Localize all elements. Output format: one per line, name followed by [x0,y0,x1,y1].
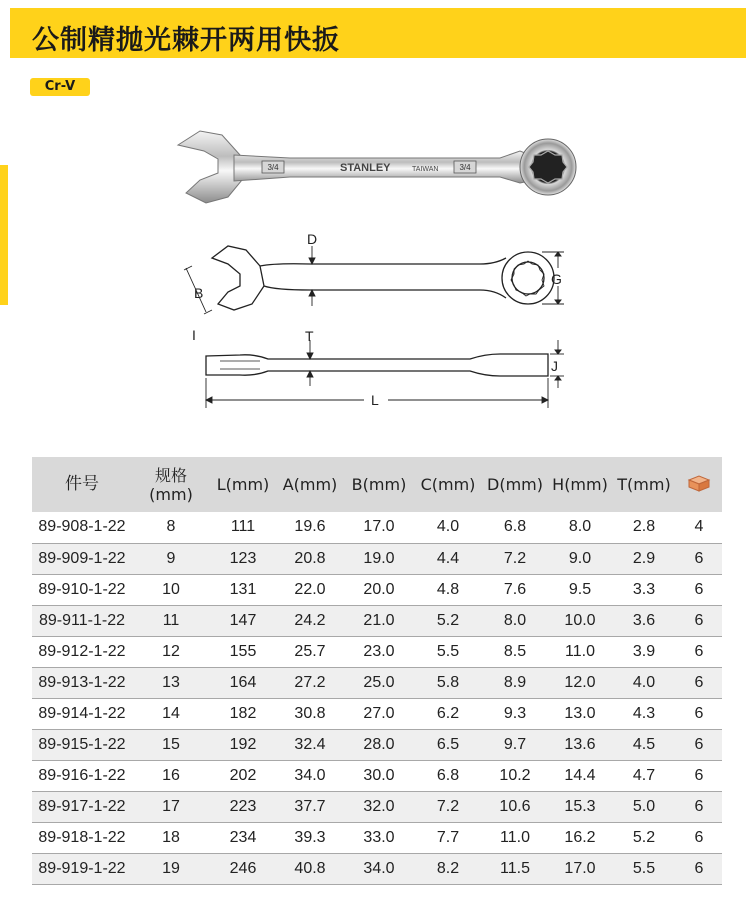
table-cell: 6 [676,729,722,760]
table-cell: 3.6 [612,605,676,636]
column-header [32,457,132,512]
material-badge: Cr-V [30,78,90,96]
table-cell: 8.0 [482,605,548,636]
table-cell: 9 [132,543,210,574]
photo-size-mark-right: 3/4 [459,163,471,172]
table-row [32,512,722,543]
table-cell: 11.5 [482,853,548,884]
table-cell: 9.5 [548,574,612,605]
column-header [344,457,414,512]
column-header [676,457,722,512]
table-cell: 25.7 [276,636,344,667]
table-cell: 40.8 [276,853,344,884]
column-header-label: H(mm) [552,475,608,494]
table-cell: 8.5 [482,636,548,667]
table-cell: 155 [210,636,276,667]
table-cell: 12 [132,636,210,667]
table-cell: 27.0 [344,698,414,729]
table-cell: 10.6 [482,791,548,822]
table-cell: 5.2 [414,605,482,636]
table-cell: 202 [210,760,276,791]
column-header-label: 件号 [65,474,99,494]
part-number-cell: 89-915-1-22 [32,729,132,760]
part-number-cell: 89-917-1-22 [32,791,132,822]
table-cell: 6 [676,698,722,729]
column-header-unit: (mm) [149,484,193,504]
diagram-label-g: G [551,271,562,287]
table-cell: 19 [132,853,210,884]
part-number-cell: 89-913-1-22 [32,667,132,698]
table-cell: 6 [676,605,722,636]
table-cell: 234 [210,822,276,853]
diagram-label-d: D [307,231,318,247]
table-cell: 10.2 [482,760,548,791]
table-cell: 4.4 [414,543,482,574]
table-cell: 16 [132,760,210,791]
column-header-label: D(mm) [487,475,543,494]
table-cell: 32.0 [344,791,414,822]
table-cell: 2.9 [612,543,676,574]
table-cell: 4.0 [414,512,482,543]
table-cell: 19.0 [344,543,414,574]
table-cell: 20.8 [276,543,344,574]
table-cell: 5.0 [612,791,676,822]
table-cell: 246 [210,853,276,884]
table-cell: 18 [132,822,210,853]
table-cell: 28.0 [344,729,414,760]
table-cell: 5.2 [612,822,676,853]
table-cell: 6 [676,543,722,574]
table-cell: 8 [132,512,210,543]
table-row [32,822,722,853]
table-header-row [32,457,722,512]
part-number-cell: 89-912-1-22 [32,636,132,667]
table-cell: 27.2 [276,667,344,698]
table-cell: 7.2 [482,543,548,574]
table-cell: 15.3 [548,791,612,822]
table-cell: 6.2 [414,698,482,729]
table-cell: 6 [676,853,722,884]
column-header-label: L(mm) [216,475,270,494]
table-cell: 6.5 [414,729,482,760]
table-body [32,512,722,884]
column-header-label: C(mm) [420,475,476,494]
table-cell: 6 [676,822,722,853]
table-cell: 20.0 [344,574,414,605]
column-header [548,457,612,512]
table-cell: 34.0 [276,760,344,791]
column-header [482,457,548,512]
table-row [32,574,722,605]
table-cell: 6.8 [482,512,548,543]
table-cell: 147 [210,605,276,636]
table-cell: 30.8 [276,698,344,729]
part-number-cell: 89-909-1-22 [32,543,132,574]
table-cell: 9.3 [482,698,548,729]
column-header-label: T(mm) [617,475,671,494]
table-cell: 182 [210,698,276,729]
table-cell: 10.0 [548,605,612,636]
table-cell: 4 [676,512,722,543]
table-row [32,543,722,574]
table-cell: 8.9 [482,667,548,698]
part-number-cell: 89-916-1-22 [32,760,132,791]
table-cell: 11.0 [482,822,548,853]
table-cell: 13 [132,667,210,698]
table-cell: 6 [676,667,722,698]
table-row [32,729,722,760]
table-cell: 34.0 [344,853,414,884]
table-cell: 123 [210,543,276,574]
table-cell: 4.8 [414,574,482,605]
diagram-label-i: I [192,327,196,343]
table-cell: 3.3 [612,574,676,605]
table-cell: 9.7 [482,729,548,760]
table-cell: 19.6 [276,512,344,543]
table-cell: 192 [210,729,276,760]
side-accent-strip [0,165,8,305]
table-row [32,698,722,729]
table-cell: 14 [132,698,210,729]
table-cell: 6 [676,636,722,667]
table-cell: 17.0 [344,512,414,543]
table-cell: 23.0 [344,636,414,667]
table-row [32,605,722,636]
table-cell: 223 [210,791,276,822]
table-cell: 7.7 [414,822,482,853]
table-cell: 10 [132,574,210,605]
table-cell: 17.0 [548,853,612,884]
wrench-photo [170,125,580,220]
column-header [132,457,210,512]
diagram-label-l: L [371,392,379,408]
table-cell: 11.0 [548,636,612,667]
table-cell: 13.0 [548,698,612,729]
dimension-diagram [180,228,600,413]
table-row [32,760,722,791]
table-cell: 12.0 [548,667,612,698]
table-cell: 5.8 [414,667,482,698]
photo-brand-text: STANLEY [340,162,391,174]
table-cell: 11 [132,605,210,636]
table-row [32,791,722,822]
table-cell: 6.8 [414,760,482,791]
table-cell: 9.0 [548,543,612,574]
table-cell: 4.7 [612,760,676,791]
table-row [32,853,722,884]
column-header-label: B(mm) [351,475,407,494]
table-cell: 37.7 [276,791,344,822]
table-cell: 6 [676,760,722,791]
table-cell: 22.0 [276,574,344,605]
diagram-label-b: B [194,285,204,301]
part-number-cell: 89-918-1-22 [32,822,132,853]
part-number-cell: 89-914-1-22 [32,698,132,729]
title-banner [10,8,746,58]
table-cell: 164 [210,667,276,698]
table-cell: 111 [210,512,276,543]
table-cell: 3.9 [612,636,676,667]
table-cell: 6 [676,574,722,605]
table-cell: 6 [676,791,722,822]
part-number-cell: 89-919-1-22 [32,853,132,884]
table-cell: 8.2 [414,853,482,884]
table-cell: 30.0 [344,760,414,791]
table-cell: 39.3 [276,822,344,853]
column-header-label: A(mm) [282,475,338,494]
page-title: 公制精抛光棘开两用快扳 [32,25,340,56]
column-header [414,457,482,512]
table-cell: 4.3 [612,698,676,729]
table-cell: 21.0 [344,605,414,636]
table-cell: 17 [132,791,210,822]
table-cell: 7.6 [482,574,548,605]
table-cell: 2.8 [612,512,676,543]
package-box-icon [687,474,711,492]
table-cell: 4.5 [612,729,676,760]
table-cell: 5.5 [414,636,482,667]
diagram-label-t: T [305,328,314,344]
table-cell: 8.0 [548,512,612,543]
photo-origin-text: TAIWAN [412,166,439,173]
column-header [612,457,676,512]
table-cell: 7.2 [414,791,482,822]
table-cell: 25.0 [344,667,414,698]
table-cell: 5.5 [612,853,676,884]
table-cell: 16.2 [548,822,612,853]
part-number-cell: 89-908-1-22 [32,512,132,543]
table-row [32,667,722,698]
table-cell: 14.4 [548,760,612,791]
table-cell: 33.0 [344,822,414,853]
part-number-cell: 89-911-1-22 [32,605,132,636]
column-header [210,457,276,512]
column-header [276,457,344,512]
table-cell: 24.2 [276,605,344,636]
part-number-cell: 89-910-1-22 [32,574,132,605]
table-cell: 131 [210,574,276,605]
table-cell: 15 [132,729,210,760]
diagram-label-j: J [551,358,558,374]
table-cell: 4.0 [612,667,676,698]
spec-table [32,457,722,885]
column-header-label: 规格 [154,465,187,485]
table-cell: 32.4 [276,729,344,760]
table-row [32,636,722,667]
photo-size-mark-left: 3/4 [267,163,279,172]
table-cell: 13.6 [548,729,612,760]
